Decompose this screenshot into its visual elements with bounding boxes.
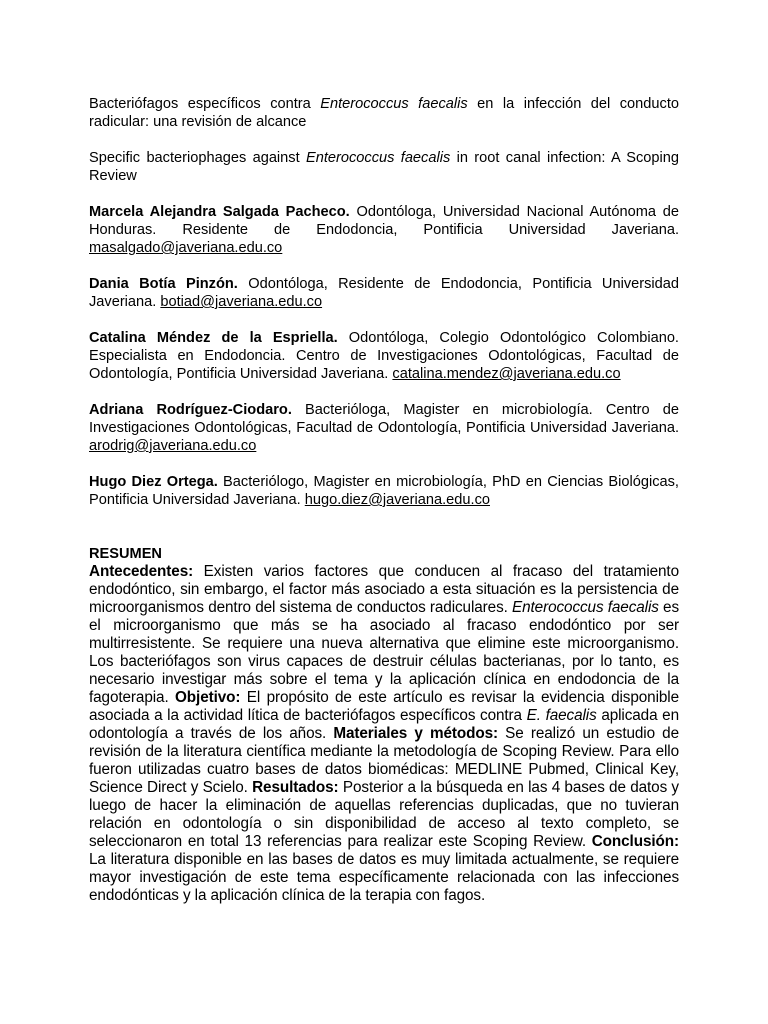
author-name: Adriana Rodríguez-Ciodaro. [89,402,292,418]
author-entry [89,329,679,383]
objetivo-text-cont: aplicada en odontología a través de los años. [89,707,679,742]
author-email-link[interactable]: catalina.mendez@javeriana.edu.co [392,366,621,382]
author-affiliation: Odontóloga, Universidad Nacional Autónoma de Honduras. Residente de Endodoncia, Pontificia Universidad Javeriana. [89,204,679,238]
antecedentes-label: Antecedentes: [89,563,194,580]
metodos-label: Materiales y métodos: [333,725,498,742]
antecedentes-text: Existen varios factores que conducen al fracaso del tratamiento endodóntico, sin embargo, el factor más asociado a esta situación es la persistencia de microorganismos dentro del sistema de conductos radiculares. [89,563,679,616]
author-name: Hugo Diez Ortega. [89,474,218,490]
title-spanish [89,95,679,131]
objetivo-text: El propósito de este artículo es revisar la evidencia disponible asociada a la actividad lítica de bacteriófagos específicos contra [89,689,679,724]
author-affiliation: Odontóloga, Colegio Odontológico Colombiano. Especialista en Endodoncia. Centro de Investigaciones Odontológicas, Facultad de Odontología, Pontificia Universidad Javeriana. [89,330,679,382]
author-entry [89,275,679,311]
author-affiliation: Bacteriólogo, Magister en microbiología, PhD en Ciencias Biológicas, Pontificia Universidad Javeriana. [89,474,679,508]
author-email-link[interactable]: masalgado@javeriana.edu.co [89,240,283,256]
antecedentes-text-cont: es el microorganismo que más se ha asociado al fracaso endodóntico por ser multirresistente. Se requiere una nueva alternativa que elimine este microorganismo. Los bacteriófagos son virus capaces de destruir células bacterianas, por lo tanto, es necesario investigar más sobre el tema y la aplicación clínica en endodoncia de la fagoterapia. [89,599,679,706]
objetivo-species: E. faecalis [526,707,597,724]
conclusion-text: La literatura disponible en las bases de datos es muy limitada actualmente, se requiere mayor investigación de este tema específicamente relacionada con las infecciones endodónticas y la aplicación clínica de la terapia con fagos. [89,851,679,904]
author-name: Catalina Méndez de la Espriella. [89,330,338,346]
author-email-link[interactable]: arodrig@javeriana.edu.co [89,438,257,454]
author-name: Dania Botía Pinzón. [89,276,238,292]
abstract-section [89,545,679,905]
metodos-text: Se realizó un estudio de revisión de la literatura científica mediante la metodología de Scoping Review. Para ello fueron utilizadas cuatro bases de datos biomédicas: MEDLINE Pubmed, Clinical Key, Science Direct y Scielo. [89,725,679,796]
title-english-text-end: in root canal infection: A Scoping Review [89,150,679,184]
author-entry [89,473,679,509]
resultados-text: Posterior a la búsqueda en las 4 bases de datos y luego de hacer la eliminación de aquellas referencias duplicadas, que no tuvieran relación en odontología o sin disponibilidad de acceso al texto completo, se seleccionaron en total 13 referencias para realizar este Scoping Review. [89,779,679,850]
objetivo-label: Objetivo: [175,689,241,706]
author-email-link[interactable]: botiad@javeriana.edu.co [160,294,323,310]
title-spanish-text-end: en la infección del conducto radicular: una revisión de alcance [89,96,679,130]
resultados-label: Resultados: [252,779,339,796]
antecedentes-species: Enterococcus faecalis [512,599,659,616]
author-name: Marcela Alejandra Salgada Pacheco. [89,204,350,220]
author-email-link[interactable]: hugo.diez@javeriana.edu.co [304,492,490,508]
title-english-species: Enterococcus faecalis [306,150,451,166]
author-affiliation: Bacterióloga, Magister en microbiología. Centro de Investigaciones Odontológicas, Facultad de Odontología, Pontificia Universidad Javeriana. [89,402,679,436]
title-spanish-species: Enterococcus faecalis [320,96,468,112]
title-english [89,149,679,185]
author-affiliation: Odontóloga, Residente de Endodoncia, Pontificia Universidad Javeriana. [89,276,679,310]
author-entry [89,203,679,257]
author-entry [89,401,679,455]
title-english-text: Specific bacteriophages against [89,150,306,166]
conclusion-label: Conclusión: [591,833,679,850]
title-spanish-text: Bacteriófagos específicos contra [89,96,321,112]
abstract-body [89,563,679,905]
abstract-heading: RESUMEN [89,546,162,562]
